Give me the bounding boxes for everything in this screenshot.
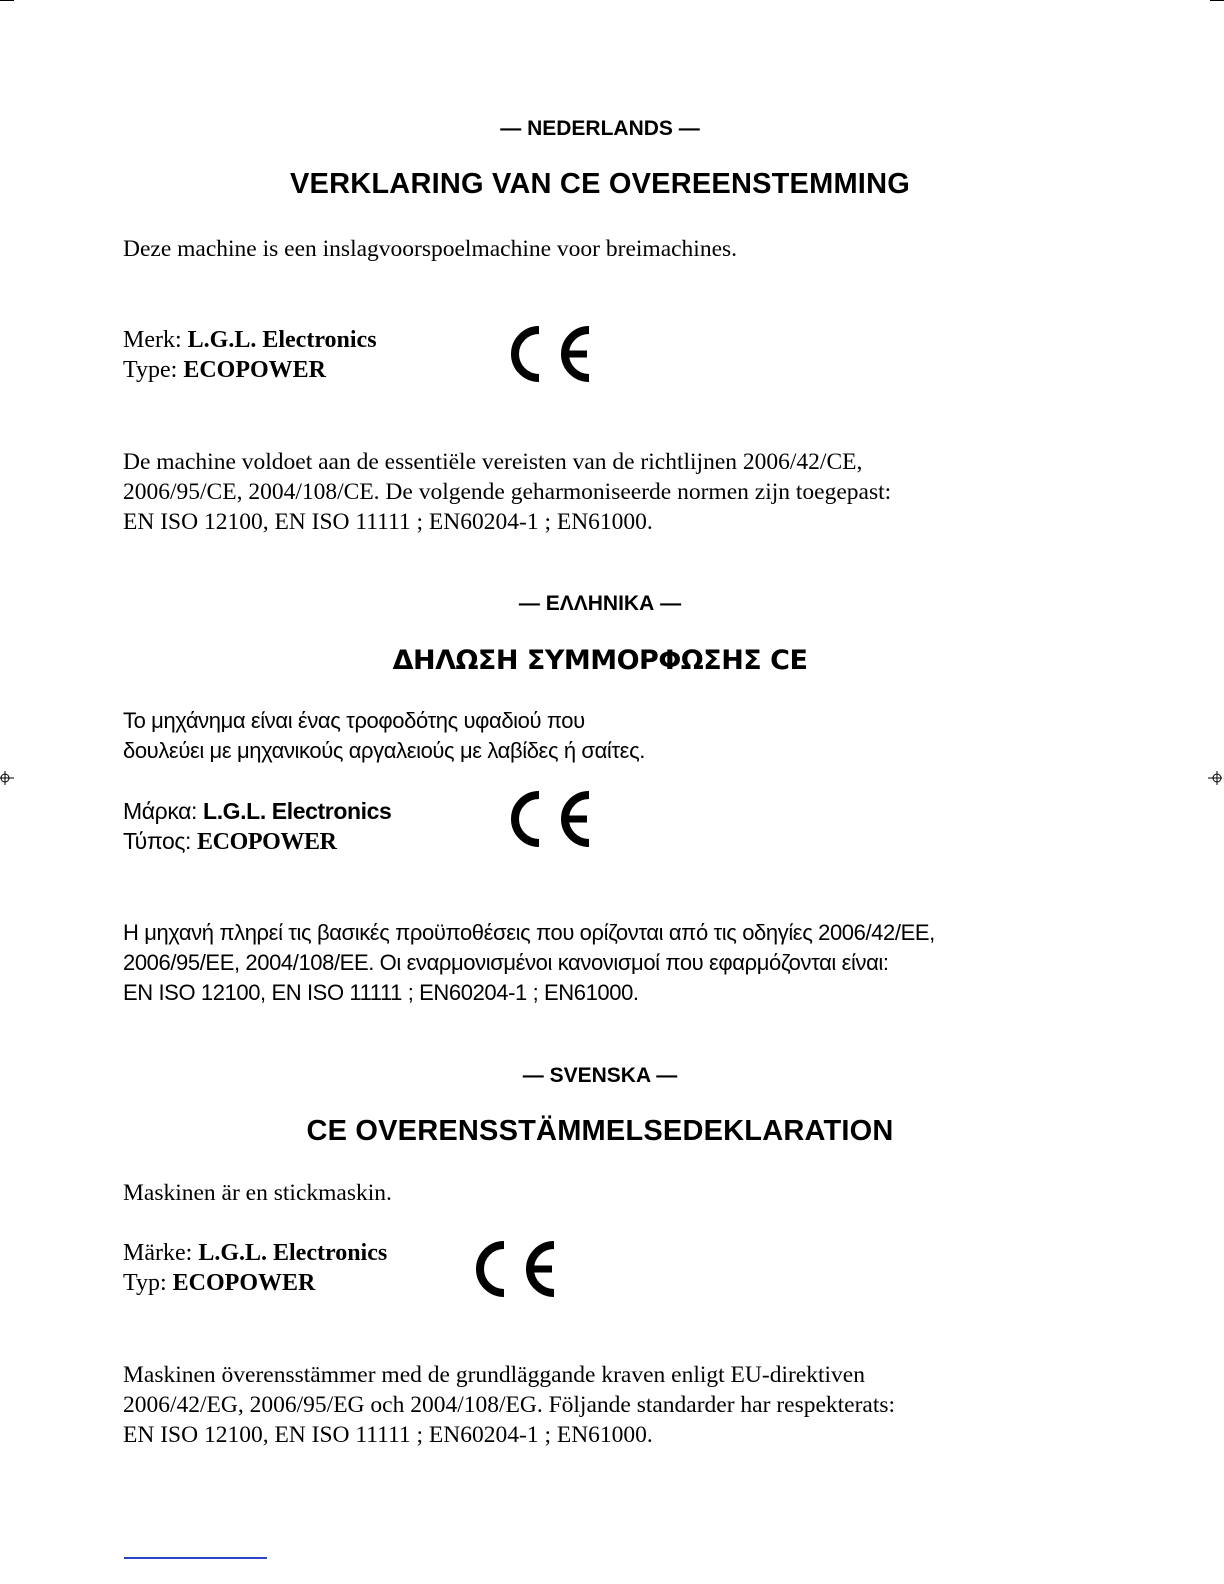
crop-mark [1210, 0, 1224, 1]
conformity-line: 2006/95/CE, 2004/108/CE. De volgende geharmoniseerde normen zijn toegepast: [123, 479, 892, 505]
intro-line: Το μηχάνημα είναι ένας τροφοδότης υφαδιού που [123, 708, 585, 733]
brand-value: L.G.L. Electronics [187, 327, 377, 353]
intro-text [123, 234, 737, 264]
ce-mark-icon [474, 1241, 558, 1297]
brand-label: Merk: [123, 327, 188, 353]
intro-line: Deze machine is een inslagvoorspoelmachine voor breimachines. [123, 236, 738, 262]
conformity-line: 2006/95/ΕΕ, 2004/108/ΕΕ. Οι εναρμονισμένοι κανονισμοί που εφαρμόζονται είναι: [123, 950, 889, 975]
intro-line: δουλεύει με μηχανικούς αργαλειούς με λαβίδες ή σαίτες. [123, 738, 646, 763]
brand-line [123, 1238, 387, 1268]
conformity-line: De machine voldoet aan de essentiële vereisten van de richtlijnen 2006/42/CE, [123, 449, 863, 475]
intro-line: Maskinen är en stickmaskin. [123, 1180, 392, 1206]
conformity-line: 2006/42/EG, 2006/95/EG och 2004/108/EG. Följande standarder har respekterats: [123, 1392, 896, 1418]
footer-rule [124, 1557, 267, 1559]
crop-mark [0, 0, 14, 1]
type-label: Type: [123, 357, 184, 383]
type-label: Typ: [123, 1270, 173, 1296]
section-title: CE OVERENSSTÄMMELSEDEKLARATION [306, 1115, 894, 1147]
type-value: ECOPOWER [172, 1270, 316, 1296]
type-line [123, 826, 391, 857]
brand-line [123, 325, 377, 355]
product-info [123, 796, 391, 857]
registration-mark-icon [1208, 771, 1222, 785]
language-heading: — ΕΛΛΗΝΙΚΑ — [518, 592, 682, 615]
type-line [123, 355, 377, 385]
brand-label: Märke: [123, 1240, 199, 1266]
conformity-text [123, 447, 891, 537]
product-info [123, 325, 377, 385]
conformity-line: EN ISO 12100, EN ISO 11111 ; EN60204-1 ; EN61000. [123, 509, 653, 535]
intro-text [123, 706, 645, 766]
registration-mark-icon [0, 771, 14, 785]
conformity-line: EN ISO 12100, EN ISO 11111 ; EN60204-1 ; EN61000. [123, 1422, 653, 1448]
section-title: ΔΗΛΩΣΗ ΣΥΜΜΟΡΦΩΣΗΣ CE [392, 645, 808, 676]
language-heading: — SVENSKA — [522, 1064, 678, 1087]
brand-label: Μάρκα: [123, 798, 204, 824]
ce-mark-icon [509, 326, 593, 382]
intro-text [123, 1178, 392, 1208]
conformity-line: Η μηχανή πληρεί τις βασικές προϋποθέσεις που ορίζονται από τις οδηγίες 2006/42/ΕΕ, [123, 920, 935, 945]
conformity-text [123, 1360, 895, 1450]
type-value: ECOPOWER [197, 829, 337, 855]
section-title: VERKLARING VAN CE OVEREENSTEMMING [290, 168, 910, 200]
type-label: Τύπος: [123, 828, 198, 854]
product-info [123, 1238, 387, 1298]
conformity-text [123, 918, 935, 1008]
brand-value: L.G.L. Electronics [203, 798, 392, 824]
type-value: ECOPOWER [183, 357, 326, 383]
conformity-line: Maskinen överensstämmer med de grundläggande kraven enligt EU-direktiven [123, 1362, 865, 1388]
conformity-line: EN ISO 12100, EN ISO 11111 ; EN60204-1 ; EN61000. [123, 980, 639, 1005]
language-heading: — NEDERLANDS — [500, 117, 700, 140]
type-line [123, 1268, 387, 1298]
brand-line [123, 796, 391, 826]
brand-value: L.G.L. Electronics [198, 1240, 388, 1266]
ce-mark-icon [509, 791, 593, 847]
